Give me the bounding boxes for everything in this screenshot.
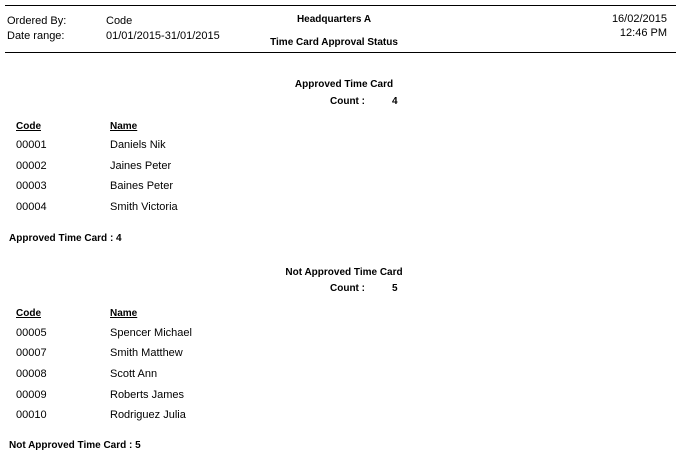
table-row-name: Baines Peter: [110, 180, 173, 192]
date-range-value: 01/01/2015-31/01/2015: [106, 30, 220, 42]
header-rule: [5, 52, 676, 53]
table-row-name: Rodriguez Julia: [110, 409, 186, 421]
count-label-approved: Count :: [330, 96, 365, 107]
report-time: 12:46 PM: [619, 27, 667, 39]
ordered-by-label: Ordered By:: [7, 15, 67, 27]
table-row-name: Smith Matthew: [110, 347, 183, 359]
table-row-name: Daniels Nik: [110, 139, 166, 151]
count-value-approved: 4: [392, 96, 398, 107]
table-row-code: 00005: [16, 327, 47, 339]
ordered-by-value: Code: [106, 15, 133, 27]
table-row-name: Spencer Michael: [110, 327, 192, 339]
column-header-code: Code: [16, 308, 41, 319]
section-footer-not-approved: Not Approved Time Card : 5: [9, 440, 141, 451]
table-row-code: 00001: [16, 139, 47, 151]
report-date: 16/02/2015: [611, 13, 667, 25]
table-row-code: 00009: [16, 389, 47, 401]
table-row-name: Smith Victoria: [110, 201, 178, 213]
section-title-not-approved: Not Approved Time Card: [285, 267, 403, 278]
section-title-approved: Approved Time Card: [294, 79, 394, 90]
table-row-code: 00002: [16, 160, 47, 172]
column-header-name: Name: [110, 121, 138, 132]
top-rule: [5, 5, 676, 6]
date-range-label: Date range:: [7, 30, 65, 42]
table-row-code: 00004: [16, 201, 47, 213]
table-row-code: 00008: [16, 368, 47, 380]
report-title: Time Card Approval Status: [270, 37, 398, 48]
table-row-name: Roberts James: [110, 389, 184, 401]
table-row-name: Scott Ann: [110, 368, 158, 380]
column-header-name: Name: [110, 308, 138, 319]
column-header-code: Code: [16, 121, 41, 132]
table-row-code: 00007: [16, 347, 47, 359]
company-name: Headquarters A: [296, 14, 372, 25]
section-footer-approved: Approved Time Card : 4: [9, 233, 122, 244]
count-label-not-approved: Count :: [330, 283, 365, 294]
table-row-code: 00010: [16, 409, 47, 421]
table-row-code: 00003: [16, 180, 47, 192]
count-value-not-approved: 5: [392, 283, 398, 294]
table-row-name: Jaines Peter: [110, 160, 172, 172]
